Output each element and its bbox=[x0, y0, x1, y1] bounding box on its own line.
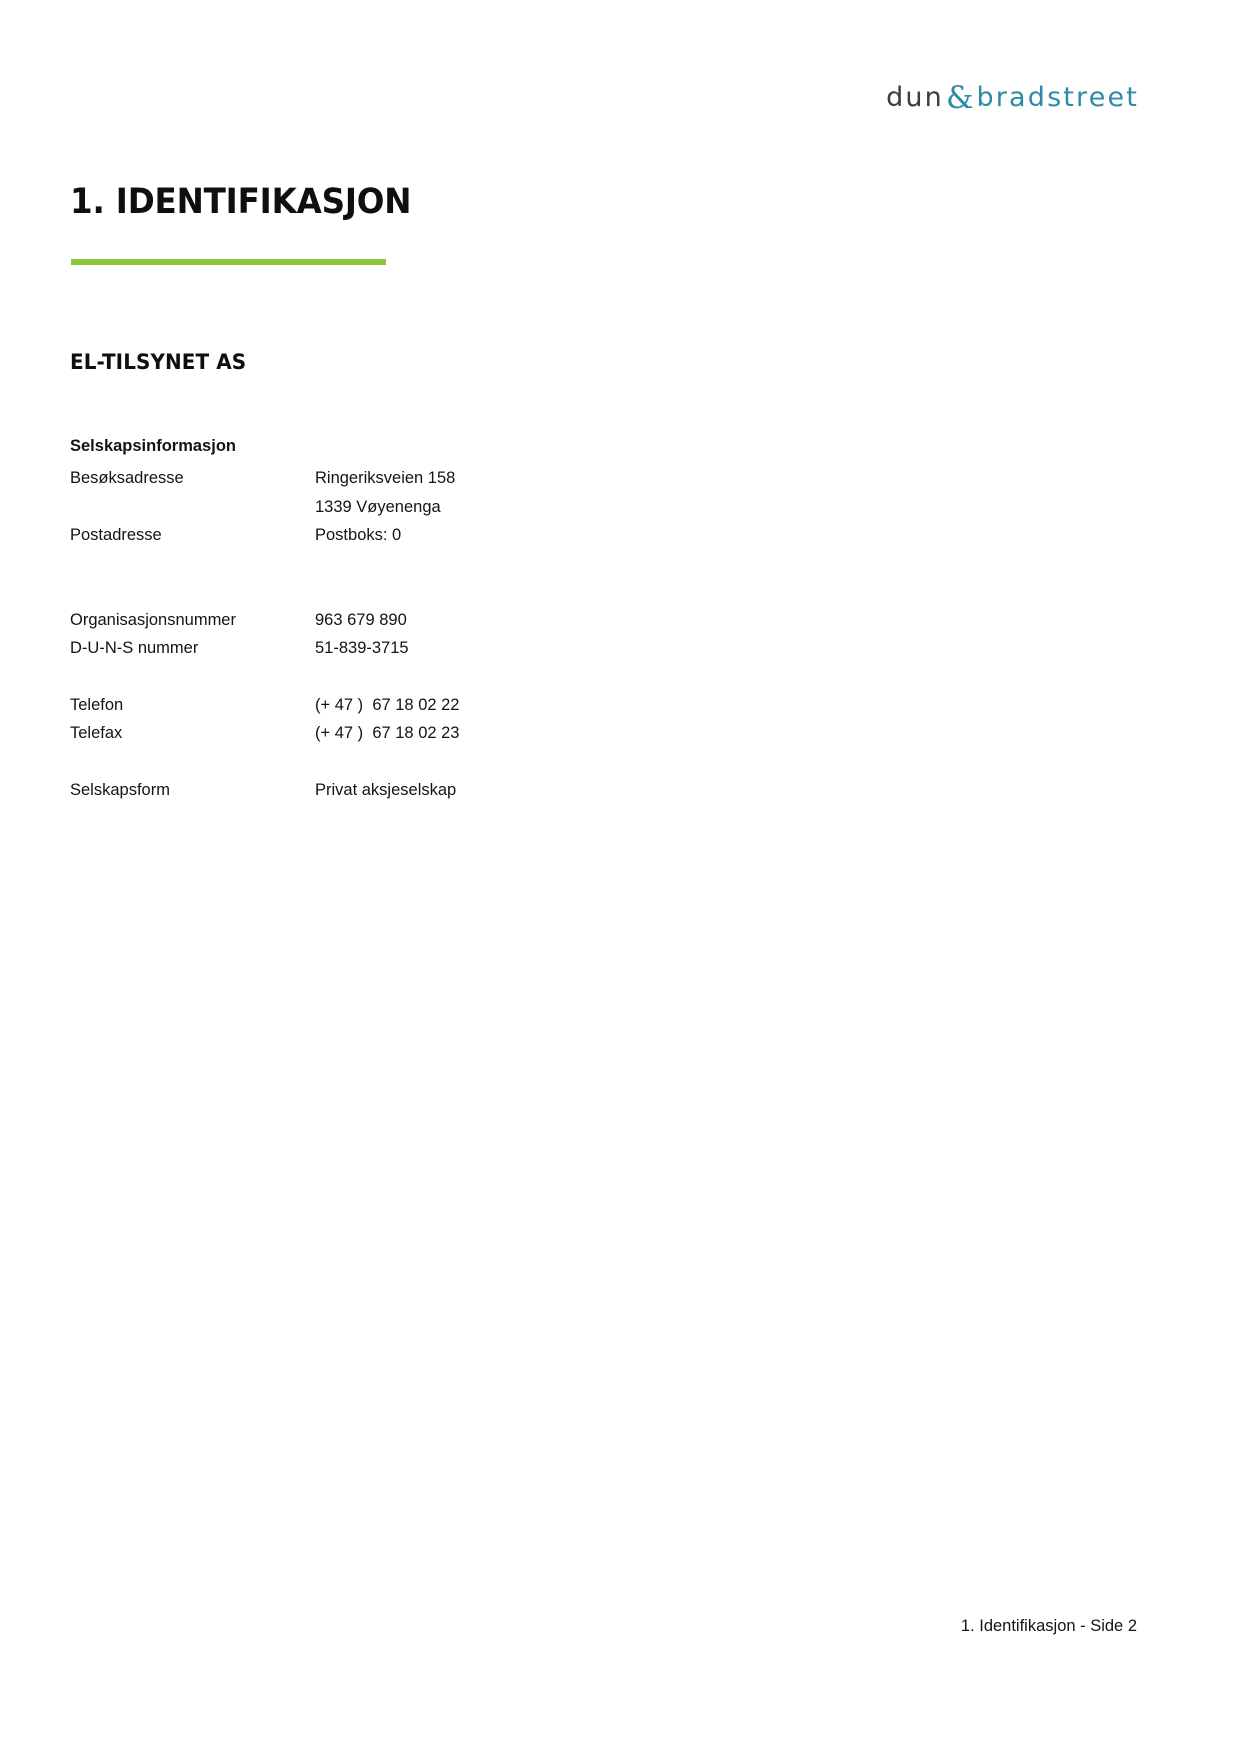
page-footer: 1. Identifikasjon - Side 2 bbox=[960, 1617, 1137, 1635]
info-label: Organisasjonsnummer bbox=[70, 610, 236, 629]
info-row bbox=[70, 719, 710, 748]
row-spacer bbox=[70, 550, 710, 606]
info-value: 51-839-3715 bbox=[315, 639, 409, 657]
info-label: Telefon bbox=[70, 695, 124, 714]
info-value: Ringeriksveien 158 bbox=[315, 469, 456, 487]
info-row bbox=[70, 606, 710, 635]
info-row bbox=[70, 493, 710, 522]
dun-bradstreet-logo bbox=[886, 78, 1139, 114]
info-row bbox=[70, 776, 710, 805]
info-value: (+ 47 ) 67 18 02 22 bbox=[315, 695, 460, 714]
company-information-block bbox=[70, 437, 710, 804]
info-row bbox=[70, 691, 710, 720]
info-value: 1339 Vøyenenga bbox=[315, 497, 441, 516]
info-label: D-U-N-S nummer bbox=[70, 639, 199, 657]
info-row bbox=[70, 634, 710, 663]
info-value: 963 679 890 bbox=[315, 610, 407, 629]
title-underline-rule bbox=[71, 259, 386, 265]
info-value: Privat aksjeselskap bbox=[315, 780, 457, 799]
info-label: Postadresse bbox=[70, 526, 162, 544]
info-label bbox=[70, 493, 315, 522]
company-info-heading: Selskapsinformasjon bbox=[70, 437, 236, 455]
company-name: EL-TILSYNET AS bbox=[70, 350, 247, 374]
info-row bbox=[70, 521, 710, 550]
info-row bbox=[70, 464, 710, 493]
row-spacer bbox=[70, 663, 710, 691]
info-label: Telefax bbox=[70, 724, 123, 742]
logo-text-bradstreet: bradstreet bbox=[976, 82, 1139, 113]
row-spacer bbox=[70, 748, 710, 776]
logo-ampersand-icon: & bbox=[945, 80, 975, 116]
page-title: 1. IDENTIFIKASJON bbox=[70, 182, 412, 222]
info-value: (+ 47 ) 67 18 02 23 bbox=[315, 724, 460, 742]
info-label: Selskapsform bbox=[70, 780, 170, 799]
info-value: Postboks: 0 bbox=[315, 526, 402, 544]
logo-text-dun: dun bbox=[886, 82, 944, 113]
info-label: Besøksadresse bbox=[70, 469, 184, 487]
